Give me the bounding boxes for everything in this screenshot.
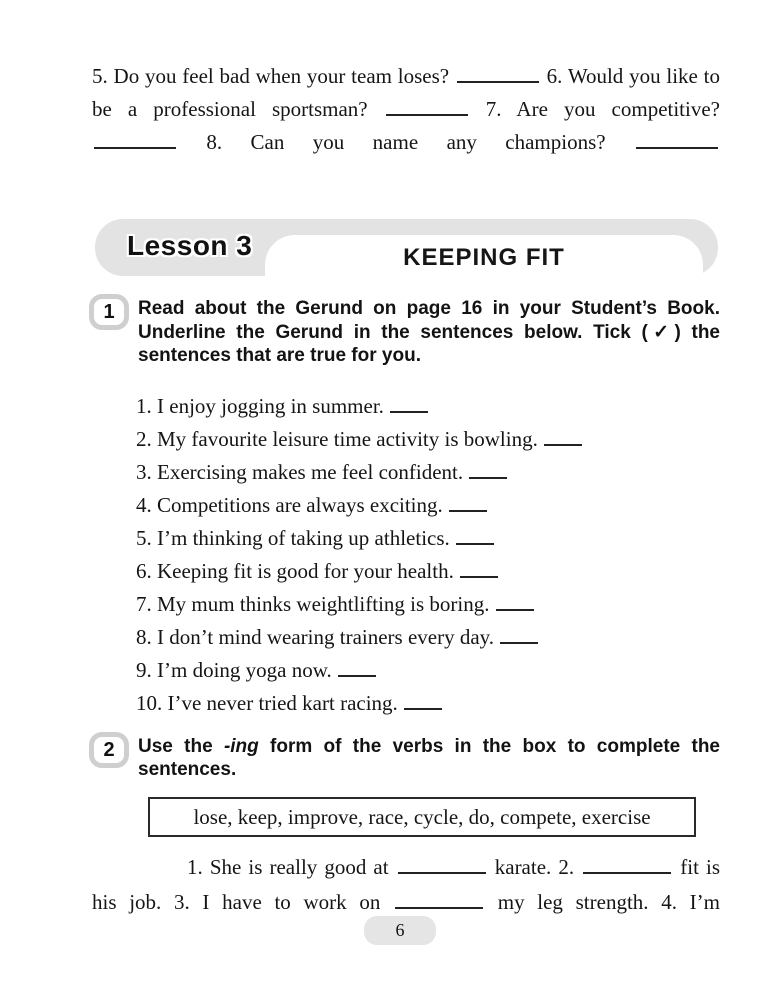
answer-blank [457, 68, 539, 83]
answer-blank [636, 134, 718, 149]
page-number-badge: 6 [364, 916, 436, 945]
lesson-title: KEEPING FIT [403, 244, 565, 271]
tick-blank [544, 431, 582, 446]
exercise-2-number-badge: 2 [89, 732, 129, 768]
tick-blank [390, 398, 428, 413]
page-content [92, 0, 720, 920]
sentence-item: 10. I’ve never tried kart racing. [136, 687, 720, 720]
tick-blank [496, 596, 534, 611]
sentence-item: 2. My favourite leisure time activity is bowling. [136, 423, 720, 456]
answer-blank [583, 859, 671, 874]
sentence-item: 1. I enjoy jogging in summer. [136, 390, 720, 423]
verb-word-box: lose, keep, improve, race, cycle, do, compete, exercise [148, 797, 696, 837]
exercise-1-number-badge: 1 [89, 294, 129, 330]
tick-blank [338, 662, 376, 677]
sentence-item: 3. Exercising makes me feel confident. [136, 456, 720, 489]
exercise-2-instructions: Use the -ing form of the verbs in the box to complete the sentences. [138, 735, 720, 780]
gerund-sentence-list [136, 390, 720, 720]
sentence-item: 4. Competitions are always exciting. [136, 489, 720, 522]
tick-blank [449, 497, 487, 512]
sentence-item: 7. My mum thinks weightlifting is boring. [136, 588, 720, 621]
sentence-item: 8. I don’t mind wearing trainers every day. [136, 621, 720, 654]
exercise-2 [92, 735, 720, 782]
intro-paragraph: 5. Do you feel bad when your team loses? 6. Would you like to be a professional sportsman? 7. Are you competitive? 8. Can you name any champions? [92, 64, 720, 154]
exercise-1 [92, 297, 720, 368]
tick-blank [469, 464, 507, 479]
answer-blank [94, 134, 176, 149]
italic-term: -ing [223, 735, 259, 757]
lesson-header-band [95, 219, 718, 276]
exercise-1-instructions: Read about the Gerund on page 16 in your Student’s Book. Underline the Gerund in the sentences below. Tick (✓) the sentences that are true for you. [138, 298, 720, 366]
tick-blank [500, 629, 538, 644]
answer-blank [395, 894, 483, 909]
exercise-2-paragraph: 1. She is really good at karate. 2. fit is his job. 3. I have to work on my leg strength. 4. I’m [92, 854, 721, 914]
answer-blank [398, 859, 486, 874]
sentence-item: 6. Keeping fit is good for your health. [136, 555, 720, 588]
answer-blank [386, 101, 468, 116]
lesson-title-box [265, 235, 703, 290]
sentence-item: 9. I’m doing yoga now. [136, 654, 720, 687]
sentence-item: 5. I’m thinking of taking up athletics. [136, 522, 720, 555]
lesson-number-label: Lesson 3 [127, 230, 253, 261]
tick-blank [460, 563, 498, 578]
tick-blank [456, 530, 494, 545]
tick-blank [404, 695, 442, 710]
